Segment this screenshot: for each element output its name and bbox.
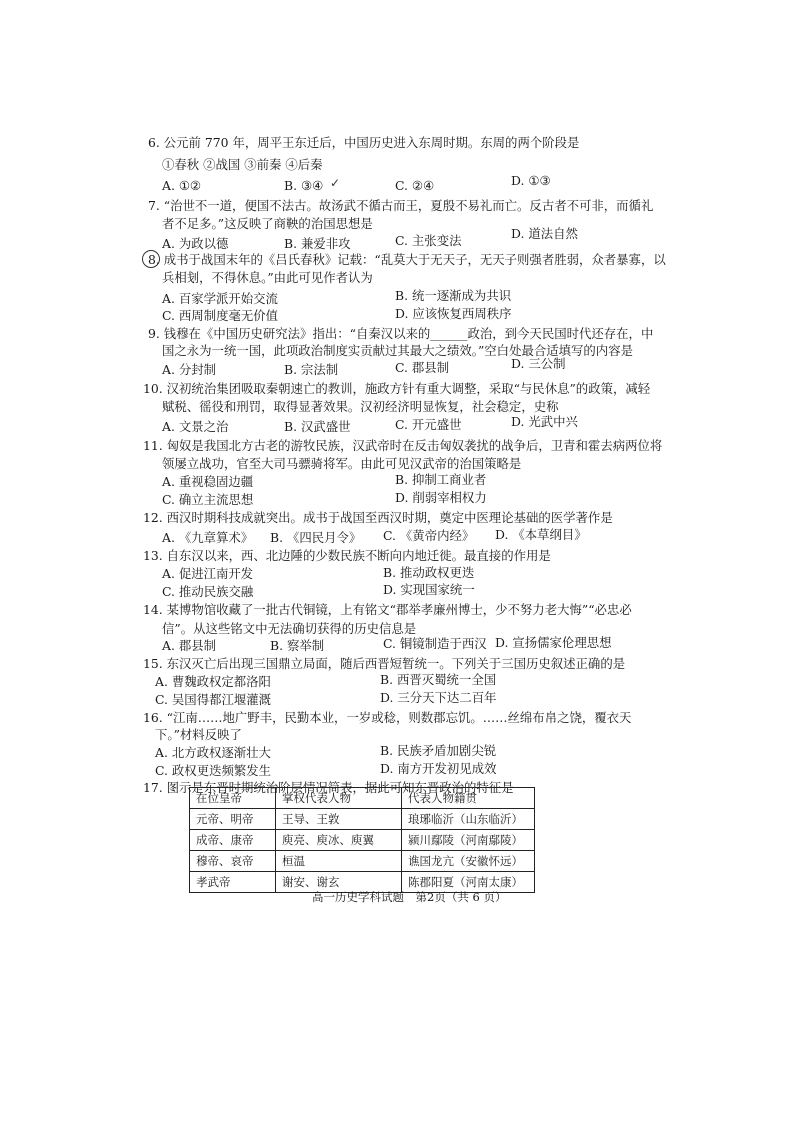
table-row (190, 851, 535, 872)
table-header: 代表人物籍贯 (402, 788, 535, 809)
table-cell: 桓温 (276, 851, 402, 872)
table-cell: 孝武帝 (190, 872, 276, 893)
question-12-option-d: D. 《本草纲目》 (495, 527, 587, 542)
question-6-stem: 6. 公元前 770 年，周平王东迁后，中国历史进入东周时期。东周的两个阶段是 (148, 135, 580, 150)
question-16-stem-line2: 下。”材料反映了 (155, 727, 242, 742)
question-16-option-d: D. 南方开发初见成效 (380, 761, 497, 776)
question-11-option-d: D. 削弱宰相权力 (395, 490, 487, 505)
table-header: 掌权代表人物 (276, 788, 402, 809)
question-14-option-a: A. 郡县制 (162, 638, 216, 653)
question-9-option-c: C. 郡县制 (395, 360, 450, 375)
question-15-option-c: C. 吴国得都江堰灌溉 (155, 692, 272, 707)
question-17-stem: 17. 图示是东晋时期统治阶层情况简表，据此可知东晋政治的特征是 (143, 780, 514, 795)
question-6-option-c: C. ②④ (395, 178, 435, 193)
question-6-subitems: ①春秋 ②战国 ③前秦 ④后秦 (162, 157, 323, 172)
table-cell: 庾亮、庾冰、庾翼 (276, 830, 402, 851)
question-16-option-b: B. 民族矛盾加剧尖锐 (380, 743, 497, 758)
table-cell: 陈郡阳夏（河南太康） (402, 872, 535, 893)
question-6-option-a: A. ①② (162, 178, 202, 193)
table-cell: 谢安、谢玄 (276, 872, 402, 893)
question-7-option-d: D. 道法自然 (511, 226, 578, 241)
table-cell: 琅琊临沂（山东临沂） (402, 809, 535, 830)
table-cell: 穆帝、哀帝 (190, 851, 276, 872)
question-11-option-b: B. 抑制工商业者 (395, 472, 487, 487)
question-9-option-d: D. 三公制 (511, 356, 566, 371)
rulers-table (189, 787, 535, 893)
table-cell: 成帝、康帝 (190, 830, 276, 851)
question-6-option-d: D. ①③ (511, 173, 551, 188)
page-footer: 高一历史学科试题 第2页（共 6 页） (312, 890, 507, 904)
question-14-option-c: C. 铜镜制造于西汉 (383, 636, 487, 651)
question-8-option-c: C. 西周制度毫无价值 (162, 308, 279, 323)
question-10-option-d: D. 光武中兴 (511, 414, 578, 429)
question-8-option-b: B. 统一逐渐成为共识 (395, 288, 512, 303)
question-15-option-b: B. 西晋灭蜀统一全国 (380, 672, 497, 687)
question-7-option-a: A. 为政以德 (162, 236, 229, 251)
question-14-stem-line2: 信”。从这些铭文中无法确切获得的历史信息是 (162, 621, 417, 636)
question-16-option-c: C. 政权更迭频繁发生 (155, 763, 272, 778)
question-16-stem-line1: 16. “江南……地广野丰，民勤本业，一岁或稔，则数郡忘饥。……丝绵布帛之饶，覆衣天 (143, 710, 632, 725)
question-9-option-b: B. 宗法制 (284, 362, 339, 377)
question-15-option-d: D. 三分天下达二百年 (380, 690, 497, 705)
table-cell: 王导、王敦 (276, 809, 402, 830)
question-15-stem: 15. 东汉灭亡后出现三国鼎立局面，随后西晋短暂统一。下列关于三国历史叙述正确的是 (143, 656, 626, 671)
question-8-stem-line1: 8. 成书于战国末年的《吕氏春秋》记载：“乱莫大于无天子，无天子则强者胜弱，众者暴寡，以 (148, 252, 666, 267)
question-12-stem: 12. 西汉时期科技成就突出。成书于战国至西汉时期，奠定中医理论基础的医学著作是 (143, 510, 613, 525)
question-14-option-b: B. 察举制 (270, 638, 325, 653)
question-9-stem-line2: 国之永为一统一国，此项政治制度实贡献过其最大之绩效。”空白处最合适填写的内容是 (162, 343, 633, 358)
question-10-option-b: B. 汉武盛世 (284, 419, 351, 434)
table-header-row (190, 788, 535, 809)
table-cell: 元帝、明帝 (190, 809, 276, 830)
question-13-stem: 13. 自东汉以来，西、北边陲的少数民族不断向内地迁徙。最直接的作用是 (143, 548, 551, 563)
question-9-option-a: A. 分封制 (162, 362, 216, 377)
question-9-stem-line1: 9. 钱穆在《中国历史研究法》指出：“自秦汉以来的______政治，到今天民国时代还存在，中 (148, 326, 654, 341)
question-15-option-a: A. 曹魏政权定都洛阳 (155, 674, 271, 689)
table-cell: 谯国龙亢（安徽怀远） (402, 851, 535, 872)
question-12-option-b: B. 《四民月令》 (270, 530, 362, 545)
question-11-stem-line1: 11. 匈奴是我国北方古老的游牧民族，汉武帝时在反击匈奴袭扰的战争后，卫青和霍去病两位将 (143, 438, 663, 453)
question-8-stem-line2: 兵相刬，不得休息。”由此可见作者认为 (162, 270, 373, 285)
question-7-option-c: C. 主张变法 (395, 233, 462, 248)
question-10-option-c: C. 开元盛世 (395, 417, 462, 432)
table-header: 在位皇帝 (190, 788, 276, 809)
table-cell: 颍川鄢陵（河南鄢陵） (402, 830, 535, 851)
table-row (190, 830, 535, 851)
question-12-option-a: A. 《九章算术》 (162, 530, 254, 545)
question-6-option-b: B. ③④ (284, 178, 324, 193)
question-8-option-a: A. 百家学派开始交流 (162, 291, 278, 306)
question-11-option-c: C. 确立主流思想 (162, 492, 254, 507)
question-12-option-c: C. 《黄帝内经》 (383, 528, 475, 543)
check-mark-icon: ✓ (330, 176, 341, 190)
question-13-option-b: B. 推动政权更迭 (383, 565, 475, 580)
question-13-option-a: A. 促进江南开发 (162, 566, 254, 581)
question-14-stem-line1: 14. 某博物馆收藏了一批古代铜镜，上有铭文“郡举孝廉州博士，少不努力老大悔”“必忠必 (143, 602, 632, 617)
question-7-stem-line1: 7. “治世不一道，便国不法古。故汤武不循古而王，夏殷不易礼而亡。反古者不可非，而循礼 (148, 198, 654, 213)
question-11-option-a: A. 重视稳固边疆 (162, 474, 254, 489)
question-13-option-c: C. 推动民族交融 (162, 584, 254, 599)
table-row (190, 809, 535, 830)
question-8-option-d: D. 应该恢复西周秩序 (395, 306, 512, 321)
question-10-option-a: A. 文景之治 (162, 419, 229, 434)
question-7-option-b: B. 兼爱非攻 (284, 236, 351, 251)
question-10-stem-line1: 10. 汉初统治集团吸取秦朝速亡的教训，施政方针有重大调整，采取“与民休息”的政策，减轻 (143, 381, 651, 396)
question-7-stem-line2: 者不足多。”这反映了商鞅的治国思想是 (162, 216, 373, 231)
question-10-stem-line2: 赋税、徭役和刑罚，取得显著效果。汉初经济明显恢复，社会稳定，史称 (162, 399, 559, 414)
question-11-stem-line2: 领屡立战功，官至大司马骠骑将军。由此可见汉武帝的治国策略是 (162, 456, 522, 471)
question-14-option-d: D. 宣扬儒家伦理思想 (495, 635, 612, 650)
question-16-option-a: A. 北方政权逐渐壮大 (155, 745, 271, 760)
question-13-option-d: D. 实现国家统一 (383, 582, 475, 597)
